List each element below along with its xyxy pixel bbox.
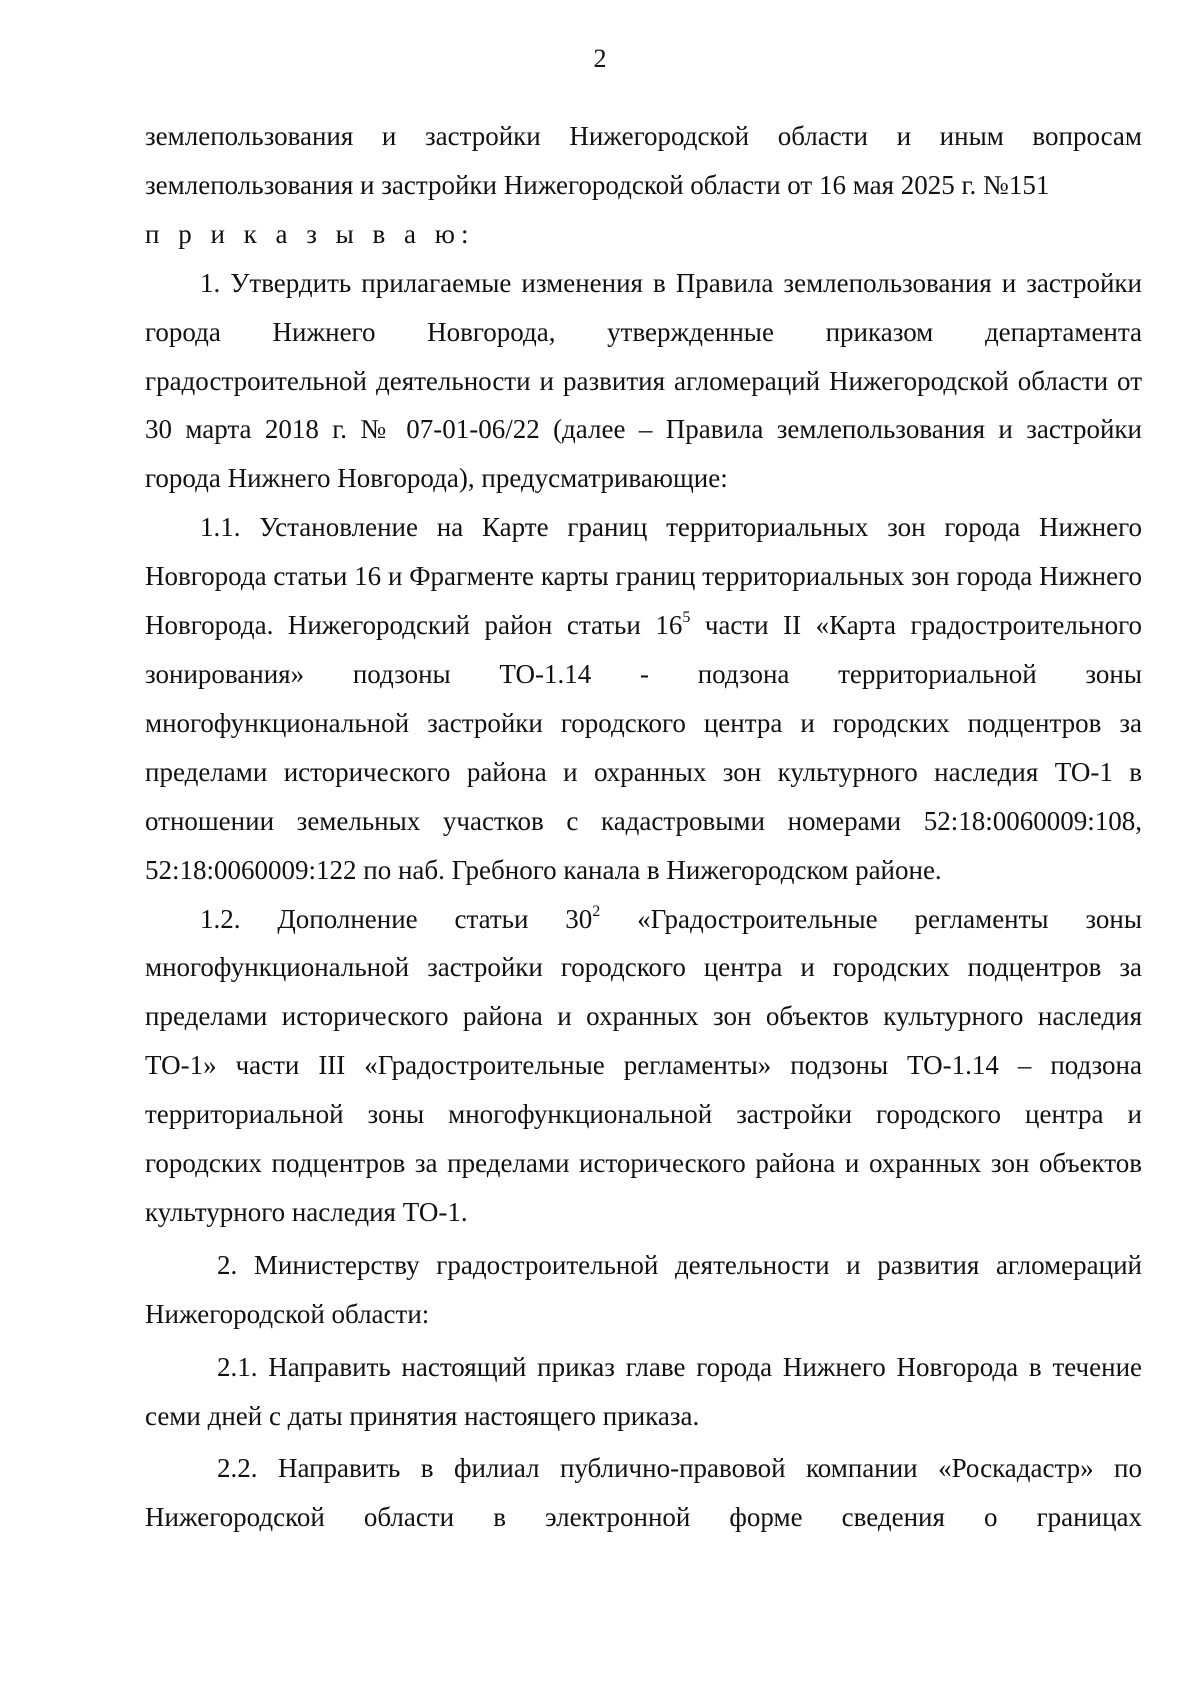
paragraph-item-1: 1. Утвердить прилагаемые изменения в Правила землепользования и застройки города Нижнего Новгорода, утвержденные приказом департамента градостроительной деятельности и развития агломераций Нижегородской области от 30 марта 2018 г. № 07-01-06/22 (далее – Правила землепользования и застройки города Нижнего Новгорода), предусматривающие: bbox=[145, 267, 1142, 494]
article-superscript: 5 bbox=[682, 609, 691, 627]
page-number: 2 bbox=[593, 44, 607, 73]
paragraph-continuation: землепользования и застройки Нижегородской области и иным вопросам землепользования и застройки Нижегородской области от 16 мая 2025 г. №151 bbox=[145, 121, 1142, 200]
paragraph-item-2-2: 2.2. Направить в филиал публично-правовой компании «Роскадастр» по Нижегородской области в электронной форме сведения о границах bbox=[145, 1453, 1142, 1533]
item-1-1-text-end: части II «Карта градостроительного зонирования» подзоны ТО-1.14 - подзона территориальной зоны многофункциональной застройки городского центра и городских подцентров за пределами исторического района и охранных зон культурного наследия ТО-1 в отношении земельных участков с кадастровыми номерами 52:18:0060009:108, 52:18:0060009:122 по наб. Гребного канала в Нижегородском районе. bbox=[145, 610, 1142, 885]
paragraph-item-1-1 bbox=[145, 503, 1142, 894]
document-body bbox=[145, 112, 1142, 1542]
article-superscript: 2 bbox=[592, 902, 601, 920]
paragraph-item-2: 2. Министерству градостроительной деятельности и развития агломераций Нижегородской области: bbox=[145, 1249, 1142, 1329]
item-1-2-text-start: 1.2. Дополнение статьи 30 bbox=[200, 903, 593, 934]
paragraph-item-2-1: 2.1. Направить настоящий приказ главе города Нижнего Новгорода в течение семи дней с даты принятия настоящего приказа. bbox=[145, 1351, 1142, 1431]
item-1-2-text-end: «Градостроительные регламенты зоны многофункциональной застройки городского центра и городских подцентров за пределами исторического района и охранных зон объектов культурного наследия ТО-1» части III «Градостроительные регламенты» подзоны ТО-1.14 – подзона территориальной зоны многофункциональной застройки городского центра и городских подцентров за пределами исторического района и охранных зон объектов культурного наследия ТО-1. bbox=[145, 903, 1142, 1227]
item-1-1-text-start: 1.1. Установление на Карте границ территориальных зон города Нижнего Новгорода статьи 16 и Фрагменте карты границ территориальных зон города Нижнего Новгорода. Нижегородский район статьи 16 bbox=[145, 512, 1142, 641]
paragraph-item-1-2 bbox=[145, 895, 1142, 1237]
order-word: п р и к а з ы в а ю: bbox=[145, 218, 475, 249]
